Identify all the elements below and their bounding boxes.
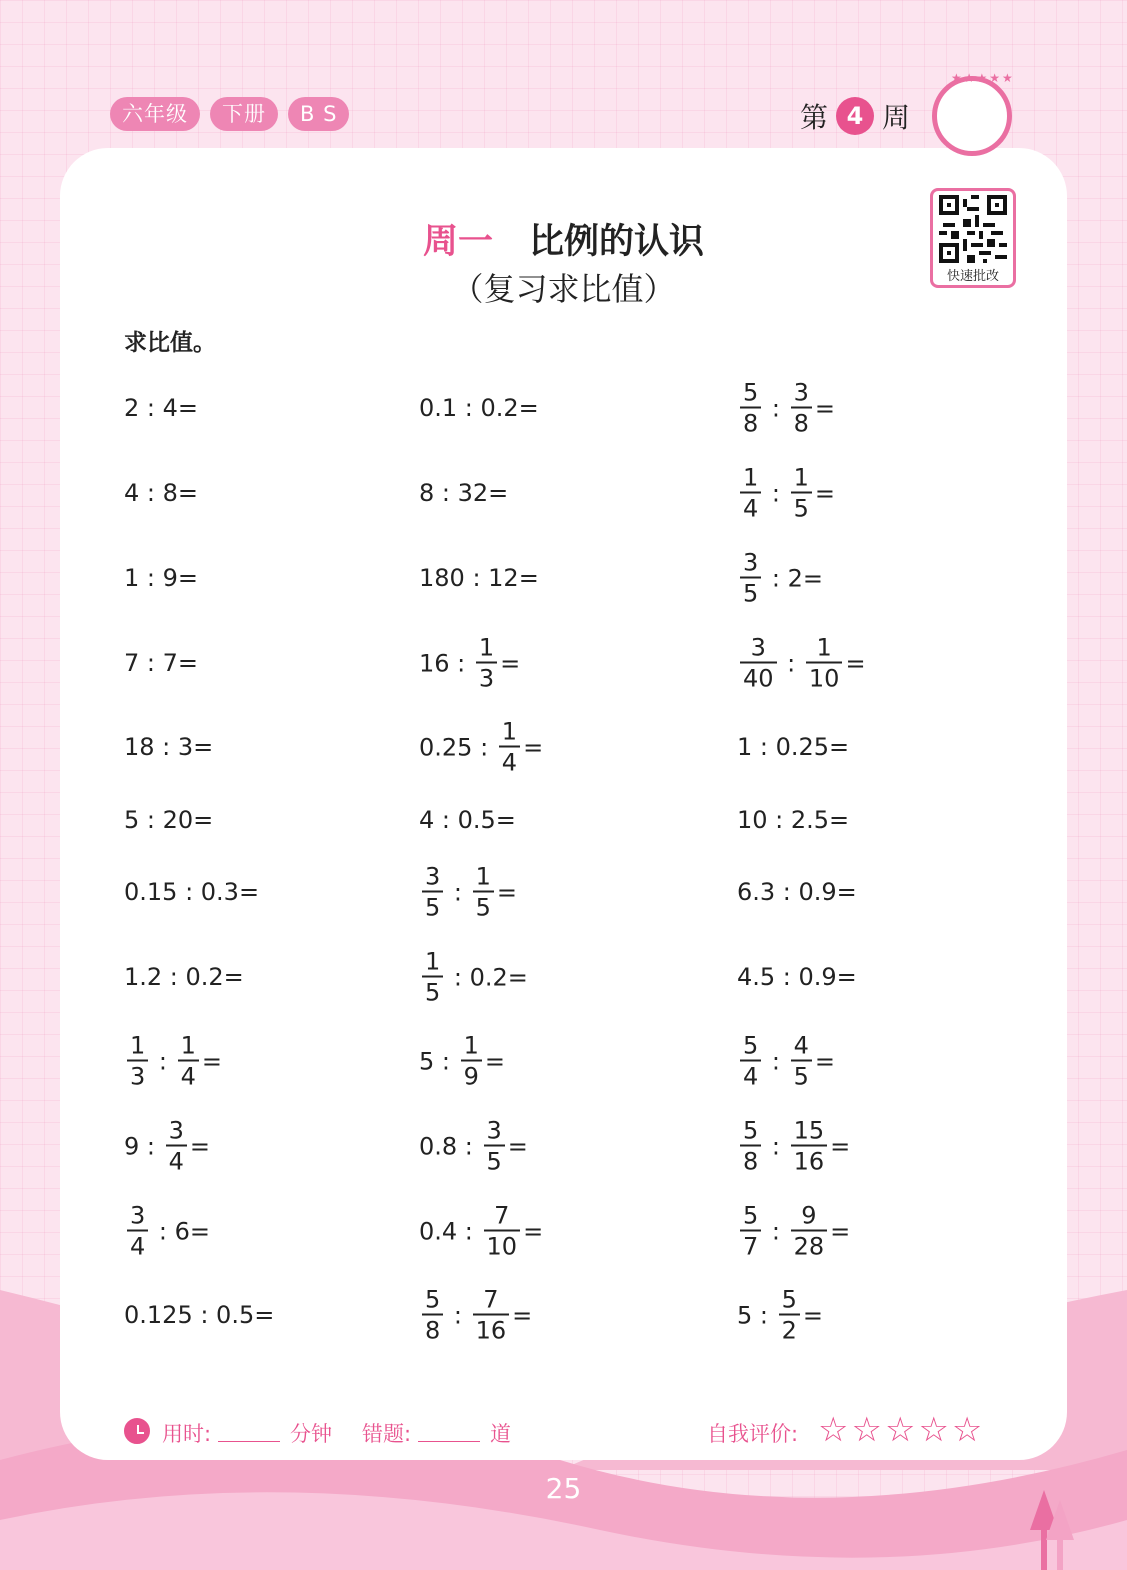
ratio-problem [124,878,259,906]
ratio-problem [737,548,824,608]
qr-code-panel[interactable] [930,188,1016,288]
ratio-problem [737,733,849,761]
problem-text: 1 : 9= [124,564,198,592]
numerator: 3 [793,378,809,407]
problem-text: 0.25 : [419,733,496,761]
problem-text: 7 : 7= [124,649,198,677]
fraction [484,1201,521,1261]
numerator: 3 [750,633,766,662]
week-prefix: 第 [800,101,829,134]
fraction [473,1285,510,1345]
fraction [461,1031,482,1091]
ratio-problem [124,564,198,592]
denominator: 5 [791,492,812,521]
fraction [476,633,497,693]
ratio-problem [737,963,857,991]
problem-text: = [507,1132,528,1160]
problem-text: = [496,878,518,906]
ratio-problem [124,1301,274,1329]
numerator: 5 [743,1031,759,1060]
problem-text: = [814,1047,836,1075]
denominator: 4 [166,1145,187,1174]
problem-text: : [764,1217,788,1245]
ratio-problem [419,947,528,1007]
problem-text: : [446,1301,470,1329]
problem-text: : 0.2= [446,963,528,991]
problem-text: : [764,479,788,507]
errors-input[interactable] [418,1418,490,1442]
time-unit: 分钟 [290,1422,332,1446]
fraction [178,1031,199,1091]
problem-text: 5 : [419,1047,458,1075]
edition-tag: B S [288,97,349,131]
problem-text: : [151,1047,175,1075]
qr-code-icon [939,195,1007,263]
problem-text: : [764,1047,788,1075]
numerator: 9 [801,1201,817,1230]
ratio-problem [737,633,866,693]
ratio-problem [124,806,213,834]
problem-text: 4.5 : 0.9= [737,963,857,991]
numerator: 1 [130,1031,146,1060]
problem-text: = [814,479,836,507]
footer-bar [124,1410,1004,1452]
crown-icon: ★★★★★ [951,71,1015,85]
denominator: 5 [484,1145,505,1174]
denominator: 8 [791,407,812,436]
problem-text: 16 : [419,649,473,677]
fraction [740,378,761,438]
denominator: 16 [473,1314,510,1343]
topic-label: 比例的认识 [529,222,705,262]
problem-text: 1.2 : 0.2= [124,963,244,991]
numerator: 3 [486,1116,502,1145]
denominator: 5 [791,1060,812,1089]
fraction [422,947,443,1007]
problem-text: 0.15 : 0.3= [124,878,260,906]
problem-text: = [830,1217,851,1245]
problem-text: = [802,1301,824,1329]
ratio-problem [124,963,244,991]
fraction [740,548,761,608]
denominator: 4 [740,492,761,521]
problem-text: 0.125 : 0.5= [124,1301,275,1329]
denominator: 8 [740,1145,761,1174]
fraction [484,1116,505,1176]
numerator: 1 [793,463,809,492]
ratio-problem [737,806,849,834]
numerator: 5 [743,378,759,407]
denominator: 4 [178,1060,199,1089]
numerator: 5 [743,1116,759,1145]
problem-text: = [512,1301,533,1329]
denominator: 2 [779,1314,800,1343]
ratio-problem [419,394,539,422]
errors-unit: 道 [490,1422,511,1446]
problem-text: 5 : [737,1301,776,1329]
numerator: 3 [425,862,441,891]
page-number: 25 [545,1472,582,1505]
problem-text: : 2= [764,564,824,592]
self-eval-label: 自我评价: [707,1422,799,1446]
fraction [166,1116,187,1176]
numerator: 1 [425,947,441,976]
ratio-problem [124,649,198,677]
ratio-problem [737,378,836,438]
ratio-problem [419,1201,544,1261]
fraction [791,1031,812,1091]
ratio-problem [419,1031,506,1091]
ratio-problem [419,479,508,507]
week-number-badge: 4 [836,97,874,135]
fraction [473,862,494,922]
page-subtitle: （复习求比值） [451,270,676,308]
ratio-problem [737,878,857,906]
problem-text: 4 : 8= [124,479,198,507]
instruction-text: 求比值。 [124,330,216,356]
problem-text: = [523,1217,544,1245]
problem-text: = [484,1047,506,1075]
grade-tag: 六年级 [110,97,200,131]
problem-text: 5 : 20= [124,806,214,834]
qr-label: 快速批改 [946,269,999,284]
problem-text: 1 : 0.25= [737,733,850,761]
ratio-problem [124,1031,223,1091]
ratio-problem [124,1116,211,1176]
denominator: 40 [740,662,777,691]
errors-label: 错题: [362,1422,412,1446]
denominator: 3 [127,1060,148,1089]
numerator: 7 [494,1201,510,1230]
fraction [779,1285,800,1345]
week-indicator [800,96,910,136]
problem-text: : [764,1132,788,1160]
numerator: 4 [793,1031,809,1060]
denominator: 16 [791,1145,828,1174]
volume-tag: 下册 [210,97,278,131]
denominator: 8 [422,1314,443,1343]
problem-text: : [779,649,803,677]
arrow-decoration-icon [1030,1490,1080,1570]
problem-text: 18 : 3= [124,733,214,761]
problem-text: 2 : 4= [124,394,198,422]
numerator: 3 [743,548,759,577]
numerator: 1 [743,463,759,492]
numerator: 1 [475,862,491,891]
problem-text: = [814,394,836,422]
fraction [740,1031,761,1091]
denominator: 3 [476,662,497,691]
ratio-problem [737,1285,824,1345]
ratio-problem [419,564,539,592]
denominator: 10 [806,662,843,691]
ratio-problem [737,1031,836,1091]
denominator: 5 [422,976,443,1005]
fraction [740,1116,761,1176]
problem-text: : [764,394,788,422]
problem-text: = [830,1132,851,1160]
fraction [422,1285,443,1345]
numerator: 5 [781,1285,797,1314]
fraction [127,1201,148,1261]
problem-text: = [189,1132,211,1160]
fraction [791,378,812,438]
rating-stars[interactable]: ☆☆☆☆☆ [818,1410,986,1450]
ratio-problem [124,733,213,761]
ratio-problem [124,1201,211,1261]
problem-text: 0.8 : [419,1132,481,1160]
problem-text: = [523,733,544,761]
problem-text: 0.1 : 0.2= [419,394,539,422]
problem-text: 9 : [124,1132,163,1160]
numerator: 3 [130,1201,146,1230]
numerator: 7 [483,1285,499,1314]
fraction [791,463,812,523]
week-suffix: 周 [882,101,911,134]
denominator: 5 [473,891,494,920]
ratio-problem [737,1116,851,1176]
numerator: 15 [793,1116,825,1145]
fraction [791,1116,828,1176]
brand-logo [932,71,1015,156]
numerator: 5 [743,1201,759,1230]
problem-text: = [500,649,521,677]
ratio-problem [124,479,198,507]
numerator: 3 [168,1116,184,1145]
problem-text: 10 : 2.5= [737,806,850,834]
denominator: 5 [740,577,761,606]
numerator: 1 [478,633,495,662]
problem-text: = [845,649,866,677]
ratio-problem [419,862,518,922]
denominator: 4 [499,746,520,775]
denominator: 4 [127,1230,148,1259]
time-input[interactable] [218,1418,290,1442]
fraction [740,633,777,693]
fraction [740,463,761,523]
numerator: 1 [463,1031,479,1060]
stopwatch-icon [124,1418,150,1444]
numerator: 1 [180,1031,196,1060]
fraction [740,1201,761,1261]
problem-text: 4 : 0.5= [419,806,516,834]
problem-text: : [446,878,470,906]
problem-text: : 6= [151,1217,211,1245]
fraction [127,1031,148,1091]
numerator: 1 [501,717,518,746]
ratio-problem [737,463,836,523]
denominator: 10 [484,1230,521,1259]
fraction [806,633,843,693]
day-label: 周一 [422,222,493,262]
ratio-problem [419,1116,528,1176]
ratio-problem [419,633,521,693]
problem-text: 180 : 12= [419,564,539,592]
fraction [499,717,520,777]
denominator: 5 [422,891,443,920]
problem-text: 8 : 32= [419,479,509,507]
ratio-problem [419,1285,533,1345]
denominator: 28 [791,1230,828,1259]
fraction [791,1201,828,1261]
numerator: 5 [425,1285,441,1314]
numerator: 1 [816,633,832,662]
time-label: 用时: [162,1422,212,1446]
problem-text: 6.3 : 0.9= [737,878,857,906]
ratio-problem [124,394,198,422]
denominator: 9 [461,1060,482,1089]
book-tags [110,97,349,131]
ratio-problem [419,717,544,777]
fraction [422,862,443,922]
denominator: 4 [740,1060,761,1089]
ratio-problem [419,806,516,834]
problem-text: = [201,1047,223,1075]
ratio-problem [737,1201,851,1261]
denominator: 8 [740,407,761,436]
denominator: 7 [740,1230,761,1259]
problem-text: 0.4 : [419,1217,481,1245]
